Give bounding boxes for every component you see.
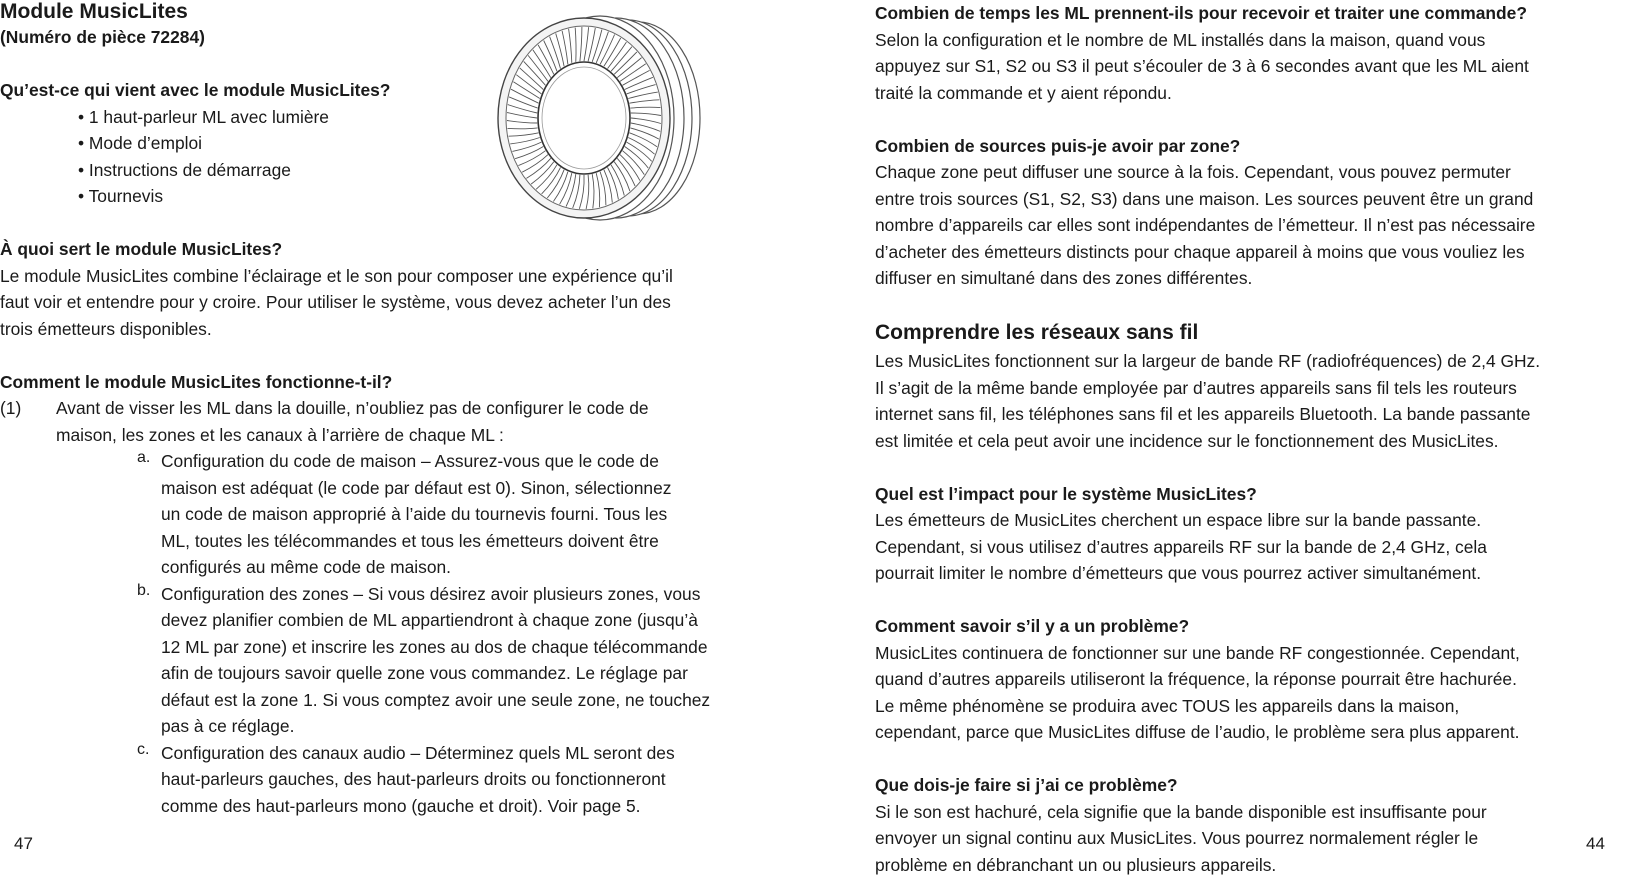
step-number: (1) xyxy=(0,398,22,418)
substep-line: 12 ML par zone) et inscrire les zones au dos de chaque télécommande xyxy=(161,636,708,657)
answer-line: Le même phénomène se produira avec TOUS les appareils dans la maison, xyxy=(875,695,1460,716)
substep-letter: b. xyxy=(137,581,151,599)
substep-b xyxy=(0,581,790,608)
page-number-right: 44 xyxy=(1586,834,1605,853)
answer-line: trois émetteurs disponibles. xyxy=(0,318,212,339)
question-sources: Combien de sources puis-je avoir par zone? xyxy=(875,135,1241,156)
substep-letter: c. xyxy=(137,740,150,758)
substep-line: défaut est la zone 1. Si vous comptez avoir une seule zone, ne touchez xyxy=(161,689,711,710)
answer-line: nombre d’appareils car elles sont indépendantes de l’émetteur. Il n’est pas nécessaire xyxy=(875,215,1536,235)
answer-line: quand d’autres appareils utiliseront la fréquence, la réponse pourrait être hachurée. xyxy=(875,669,1517,689)
page-number-left: 47 xyxy=(14,834,33,853)
answer-line: Le module MusicLites combine l’éclairage et le son pour composer une expérience qu’il xyxy=(0,265,673,286)
question-problem: Comment savoir s’il y a un problème? xyxy=(875,616,1190,636)
substep-line: Configuration des zones – Si vous désirez avoir plusieurs zones, vous xyxy=(161,583,701,604)
answer-line: Chaque zone peut diffuser une source à la fois. Cependant, vous pouvez permuter xyxy=(875,162,1511,182)
answer-line: Cependant, si vous utilisez d’autres appareils RF sur la bande de 2,4 GHz, cela xyxy=(875,536,1487,557)
answer-line: Il s’agit de la même bande employée par d’autres appareils sans fil tels les routeurs xyxy=(875,377,1517,398)
answer-line: Les MusicLites fonctionnent sur la largeur de bande RF (radiofréquences) de 2,4 GHz. xyxy=(875,351,1541,371)
question-purpose: À quoi sert le module MusicLites? xyxy=(0,239,283,259)
substep-line: ML, toutes les télécommandes et tous les émetteurs doivent être xyxy=(161,530,659,551)
substep-line: haut-parleurs gauches, des haut-parleurs droits ou fonctionneront xyxy=(161,769,666,789)
answer-line: MusicLites continuera de fonctionner sur une bande RF congestionnée. Cependant, xyxy=(875,642,1520,663)
module-title: Module MusicLites xyxy=(0,0,188,23)
answer-line: appuyez sur S1, S2 ou S3 il peut s’écouler de 3 à 6 secondes avant que les ML aient xyxy=(875,56,1529,76)
step-line: Avant de visser les ML dans la douille, n’oubliez pas de configurer le code de xyxy=(56,398,649,418)
answer-line: d’acheter des émetteurs distincts pour chaque appareil à moins que vous vouliez les xyxy=(875,241,1525,262)
substep-line: un code de maison approprié à l’aide du tournevis fourni. Tous les xyxy=(161,504,668,524)
step-1 xyxy=(0,395,790,422)
substep-line: Configuration des canaux audio – Déterminez quels ML seront des xyxy=(161,742,675,763)
question-contents: Qu’est-ce qui vient avec le module MusicLites? xyxy=(0,80,391,100)
substep-line: Configuration du code de maison – Assurez-vous que le code de xyxy=(161,451,659,471)
part-number: (Numéro de pièce 72284) xyxy=(0,27,205,47)
speaker-illustration-icon xyxy=(488,14,708,226)
answer-line: faut voir et entendre pour y croire. Pour utiliser le système, vous devez acheter l’un des xyxy=(0,292,671,312)
right-column xyxy=(875,0,1623,878)
answer-line: envoyer un signal continu aux MusicLites. Vous pourrez normalement régler le xyxy=(875,828,1479,848)
question-impact: Quel est l’impact pour le système MusicLites? xyxy=(875,483,1257,504)
substep-line: configurés au même code de maison. xyxy=(161,557,452,577)
answer-line: pourrait limiter le nombre d’émetteurs que vous pourrez activer simultanément. xyxy=(875,563,1482,583)
substep-line: comme des haut-parleurs mono (gauche et droit). Voir page 5. xyxy=(161,795,641,816)
substep-line: afin de toujours savoir quelle zone vous commandez. Le réglage par xyxy=(161,663,688,683)
substep-line: maison est adéquat (le code par défaut est 0). Sinon, sélectionnez xyxy=(161,477,672,498)
section-heading-wireless: Comprendre les réseaux sans fil xyxy=(875,321,1199,344)
substep-a xyxy=(0,448,790,475)
substep-c xyxy=(0,740,790,767)
question-solution: Que dois-je faire si j’ai ce problème? xyxy=(875,775,1178,795)
step-line: maison, les zones et les canaux à l’arrière de chaque ML : xyxy=(56,424,504,445)
substep-letter: a. xyxy=(137,449,151,466)
answer-line: Si le son est hachuré, cela signifie que la bande disponible est insuffisante pour xyxy=(875,801,1487,822)
list-item: • Tournevis xyxy=(78,186,164,206)
answer-line: diffuser en simultané dans des zones différentes. xyxy=(875,268,1253,288)
answer-line: internet sans fil, les téléphones sans fil et les appareils Bluetooth. La bande passante xyxy=(875,404,1531,424)
substep-line: devez planifier combien de ML appartiendront à chaque zone (jusqu’à xyxy=(161,610,698,630)
answer-line: Les émetteurs de MusicLites cherchent un espace libre sur la bande passante. xyxy=(875,510,1482,530)
answer-line: entre trois sources (S1, S2, S3) dans une maison. Les sources peuvent être un grand xyxy=(875,188,1534,209)
answer-line: est limitée et cela peut avoir une incidence sur le fonctionnement des MusicLites. xyxy=(875,430,1499,451)
list-item: • 1 haut-parleur ML avec lumière xyxy=(78,106,329,127)
substep-line: pas à ce réglage. xyxy=(161,716,295,736)
question-how-it-works: Comment le module MusicLites fonctionne-t-il? xyxy=(0,371,393,392)
answer-line: cependant, parce que MusicLites diffuse de l’audio, le problème sera plus apparent. xyxy=(875,722,1520,742)
list-item: • Mode d’emploi xyxy=(78,133,203,153)
question-timing: Combien de temps les ML prennent-ils pour recevoir et traiter une commande? xyxy=(875,3,1527,23)
list-item: • Instructions de démarrage xyxy=(78,159,291,180)
answer-line: traité la commande et y aient répondu. xyxy=(875,82,1172,103)
answer-line: problème en débranchant un ou plusieurs appareils. xyxy=(875,854,1277,875)
answer-line: Selon la configuration et le nombre de ML installés dans la maison, quand vous xyxy=(875,29,1486,50)
